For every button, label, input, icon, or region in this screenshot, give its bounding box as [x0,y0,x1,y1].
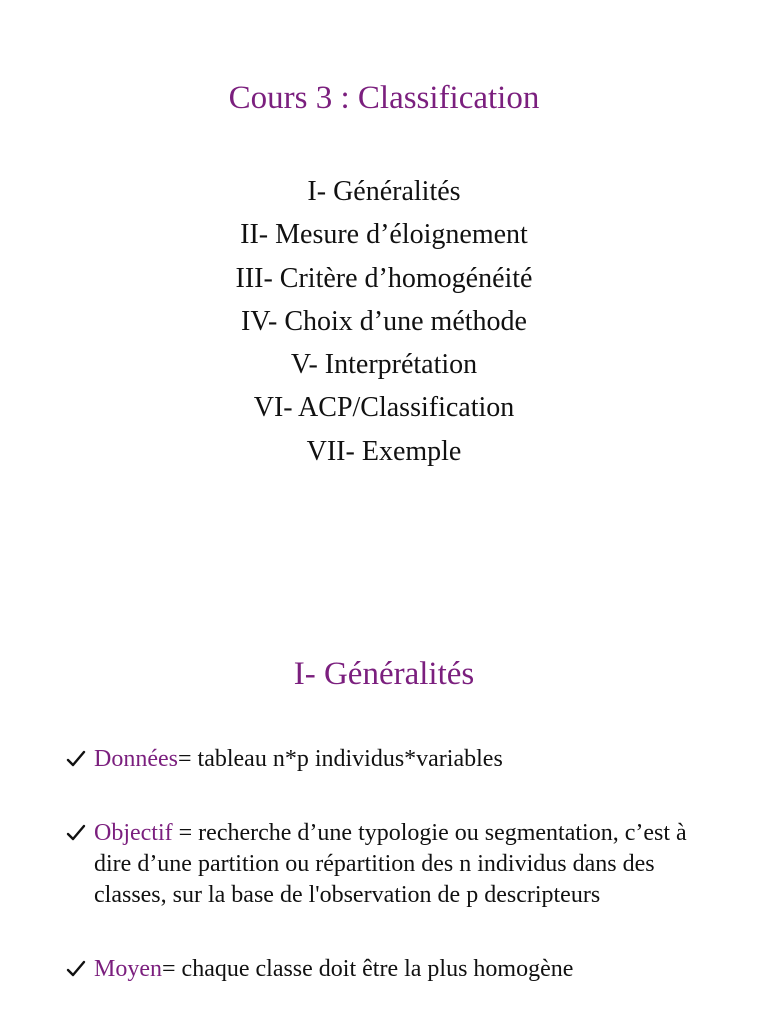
bullet-text: = tableau n*p individus*variables [177,746,503,772]
section-title: I- Généralités [293,656,475,692]
toc-item: VII- Exemple [306,435,462,467]
bullet-term: Données [94,746,178,772]
toc-item: IV- Choix d’une méthode [241,305,527,337]
bullet-term: Objectif [94,820,173,846]
table-of-contents [0,170,768,473]
checkmark-icon [66,960,86,978]
bullet-item [66,818,706,911]
toc-item: I- Généralités [307,176,461,207]
bullet-list [66,744,706,1028]
toc-item: VI- ACP/Classification [253,392,515,424]
checkmark-icon [66,750,86,768]
checkmark-icon [66,824,86,842]
bullet-item [66,954,706,985]
bullet-term: Moyen [94,956,162,982]
bullet-text: = chaque classe doit être la plus homogène [162,956,574,982]
bullet-text: = recherche d’une typologie ou segmentation, c’est à dire d’une partition ou répartition des n individus dans des classes, sur la base de l'observation de p descripteurs [94,820,687,908]
toc-item: III- Critère d’homogénéité [235,262,533,294]
slide-title: Cours 3 : Classification [228,80,540,116]
toc-item: II- Mesure d’éloignement [240,219,528,251]
toc-item: V- Interprétation [290,349,478,381]
bullet-item [66,744,706,775]
